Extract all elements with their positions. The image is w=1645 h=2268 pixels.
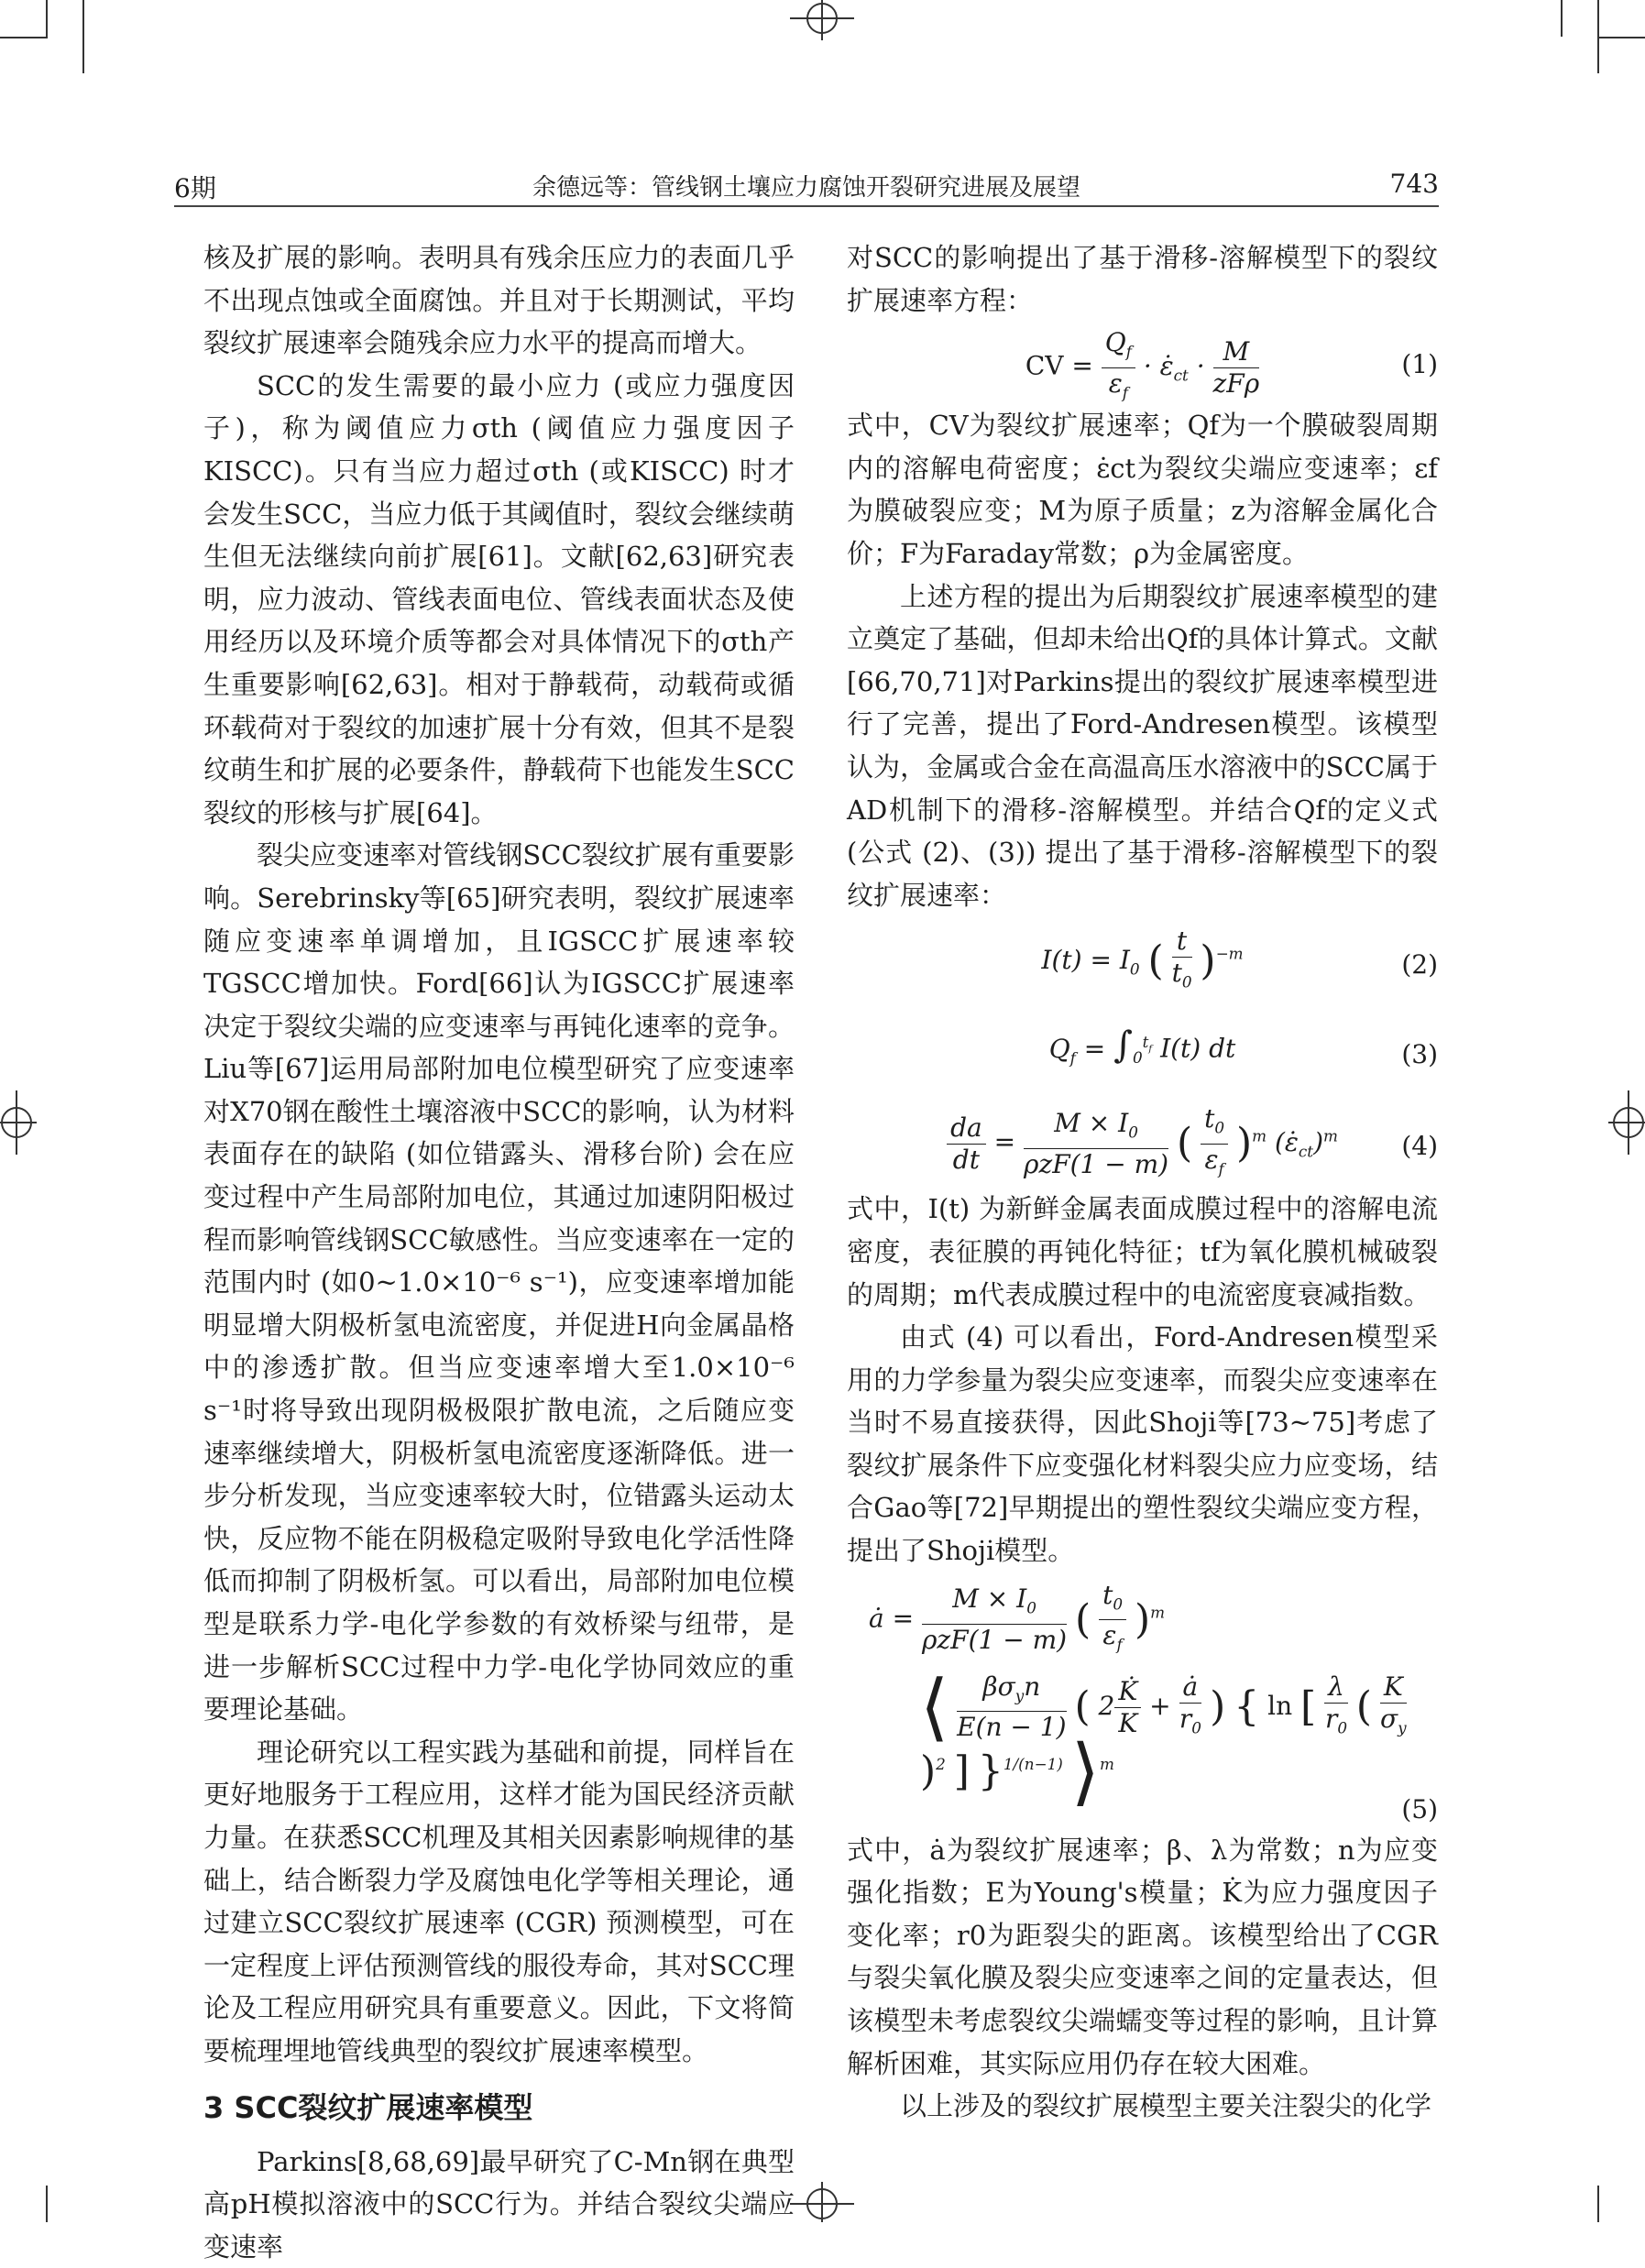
crop-mark-tl-v2: [82, 0, 84, 73]
right-column: [847, 236, 1438, 2128]
right-paragraph-7: 以上涉及的裂纹扩展模型主要关注裂尖的化学: [900, 2090, 1432, 2122]
running-header: [174, 163, 1439, 207]
right-paragraph-6: 式中，ȧ为裂纹扩展速率；β、λ为常数；n为应变强化指数；E为Young's模量；K̇为应力强度因子变化率；r0为距裂尖的距离。该模型给出了CGR与裂尖氧化膜及裂尖应变速率之间的定量表达，但该模型未考虑裂纹尖端蠕变等过程的影响，且计算解析困难，其实际应用仍存在较大困难。: [847, 1834, 1438, 2079]
page-number: 743: [1389, 169, 1439, 199]
crop-mark-tr-v: [1561, 0, 1563, 37]
registration-mark-left-icon: [0, 1090, 37, 1155]
left-paragraph-2: SCC的发生需要的最小应力 (或应力强度因子)，称为阈值应力σth (阈值应力强度因子KISCC)。只有当应力超过σth (或KISCC) 时才会发生SCC，当应力低于其阈值时，裂纹会继续萌生但无法继续向前扩展[61]。文献[62,63]研究表明，应力波动、管线表面电位、管线表面状态及使用经历以及环境介质等都会对具体情况下的σth产生重要影响[62,63]。相对于静载荷，动载荷或循环载荷对于裂纹的加速扩展十分有效，但其不是裂纹萌生和扩展的必要条件，静载荷下也能发生SCC裂纹的形核与扩展[64]。: [203, 369, 795, 828]
left-column: [203, 236, 795, 2268]
left-paragraph-4: 理论研究以工程实践为基础和前提，同样旨在更好地服务于工程应用，这样才能为国民经济贡献力量。在获悉SCC机理及其相关因素影响规律的基础上，结合断裂力学及腐蚀电化学等相关理论，通过建立SCC裂纹扩展速率 (CGR) 预测模型，可在一定程度上评估预测管线的服役寿命，其对SCC理论及工程应用研究具有重要意义。因此，下文将简要梳理埋地管线典型的裂纹扩展速率模型。: [203, 1736, 795, 2066]
right-paragraph-4: 式中，I(t) 为新鲜金属表面成膜过程中的溶解电流密度，表征膜的再钝化特征；tf为氧化膜机械破裂的周期；m代表成膜过程中的电流密度衰减指数。: [847, 1193, 1438, 1310]
crop-mark-tl-h: [0, 37, 48, 38]
left-paragraph-3: 裂尖应变速率对管线钢SCC裂纹扩展有重要影响。Serebrinsky等[65]研究表明，裂纹扩展速率随应变速率单调增加，且IGSCC扩展速率较TGSCC增加快。Ford[66]认为IGSCC扩展速率决定于裂纹尖端的应变速率与再钝化速率的竞争。Liu等[67]运用局部附加电位模型研究了应变速率对X70钢在酸性土壤溶液中SCC的影响，认为材料表面存在的缺陷 (如位错露头、滑移台阶) 会在应变过程中产生局部附加电位，其通过加速阴阳极过程而影响管线钢SCC敏感性。当应变速率在一定的范围内时 (如0~1.0×10⁻⁶ s⁻¹)，应变速率增加能明显增大阴极析氢电流密度，并促进H向金属晶格中的渗透扩散。但当应变速率增大至1.0×10⁻⁶ s⁻¹时将导致出现阴极极限扩散电流，之后随应变速率继续增大，阴极析氢电流密度逐渐降低。进一步分析发现，当应变速率较大时，位错露头运动太快，反应物不能在阴极稳定吸附导致电化学活性降低而抑制了阴极析氢。可以看出，局部附加电位模型是联系力学-电化学参数的有效桥梁与纽带，是进一步解析SCC过程中力学-电化学协同效应的重要理论基础。: [203, 839, 795, 1726]
equation-5: ȧ = $\frac{M \times I_0}{\text{ρzF(1 − m)}}$ ( $\frac{t_0}{\varepsilon_f}$ )$^m$ ⟨ $\frac{\beta\sigma_yn}{E(n - 1)}$ ( 2 $\frac{K̇}{K}$ + $\frac{ȧ}{r_0}$ ) { ln [ $\frac{\lambda}{r_0}$ ( $\frac{K}{\sigma_y}$ )$^2$ ] }$^{1/(n-1)}$ ⟩$^m$ (5): [847, 1572, 1438, 1829]
issue-label: 6期: [174, 173, 216, 203]
equation-2: $I(t) = I_0$ ( $\frac{t}{t_0}$ )$^{-m}$ (2): [1041, 926, 1438, 992]
crop-mark-tl-v: [46, 0, 48, 37]
equation-4-number: (4): [1401, 1131, 1438, 1162]
section-heading: 3 SCC裂纹扩展速率模型: [203, 2089, 533, 2125]
running-title: 余德远等：管线钢土壤应力腐蚀开裂研究进展及展望: [532, 174, 1080, 202]
right-paragraph-1: 对SCC的影响提出了基于滑移-溶解模型下的裂纹扩展速率方程：: [847, 242, 1438, 316]
left-paragraph-1: 核及扩展的影响。表明具有残余压应力的表面几乎不出现点蚀或全面腐蚀。并且对于长期测试，平均裂纹扩展速率会随残余应力水平的提高而增大。: [203, 242, 795, 359]
right-paragraph-5: 由式 (4) 可以看出，Ford-Andresen模型采用的力学参量为裂尖应变速率，而裂尖应变速率在当时不易直接获得，因此Shoji等[73~75]考虑了裂纹扩展条件下应变强化材料裂尖应力应变场，结合Gao等[72]早期提出的塑性裂纹尖端应变方程，提出了Shoji模型。: [847, 1321, 1438, 1567]
equation-1-number: (1): [1401, 349, 1438, 380]
right-paragraph-2: 式中，CV为裂纹扩展速率；Qf为一个膜破裂周期内的溶解电荷密度；ε̇ct为裂纹尖端应变速率；εf为膜破裂应变；M为原子质量；z为溶解金属化合价；F为Faraday常数；ρ为金属密度。: [847, 410, 1438, 569]
equation-3: $Q_f = \int_0^{t_f}$ I(t) dt (3): [847, 1013, 1438, 1100]
header-rule: [174, 205, 1439, 207]
registration-mark-bottom-icon: [790, 2182, 854, 2222]
crop-mark-tr-h: [1597, 37, 1645, 38]
equation-1: CV = $\frac{Q_f}{\varepsilon_f}$ · $\varepsiloṅ_{ct}$ · $\frac{M}{\text{zFρ}}$ (1): [1025, 327, 1438, 402]
crop-mark-bl-v: [46, 2186, 48, 2222]
crop-mark-br-v: [1597, 2186, 1599, 2222]
equation-5-number: (5): [1401, 1793, 1438, 1824]
equation-3-number: (3): [1401, 1039, 1438, 1070]
equation-2-number: (2): [1401, 949, 1438, 981]
equation-4: $\frac{da}{dt}$ = $\frac{M \times I_0}{\text{ρzF(1 − m)}}$ ( $\frac{t_0}{\varepsilon_f}$ )$^m$ $(\varepsiloṅ_{ct})^m$ (4): [847, 1100, 1438, 1188]
registration-mark-right-icon: [1608, 1090, 1645, 1155]
registration-mark-top-icon: [790, 0, 854, 40]
right-paragraph-3: 上述方程的提出为后期裂纹扩展速率模型的建立奠定了基础，但却未给出Qf的具体计算式。文献[66,70,71]对Parkins提出的裂纹扩展速率模型进行了完善，提出了Ford-Andresen模型。该模型认为，金属或合金在高温高压水溶液中的SCC属于AD机制下的滑移-溶解模型。并结合Qf的定义式 (公式 (2)、(3)) 提出了基于滑移-溶解模型下的裂纹扩展速率：: [847, 580, 1438, 911]
left-paragraph-5: Parkins[8,68,69]最早研究了C-Mn钢在典型高pH模拟溶液中的SCC行为。并结合裂纹尖端应变速率: [203, 2145, 795, 2263]
